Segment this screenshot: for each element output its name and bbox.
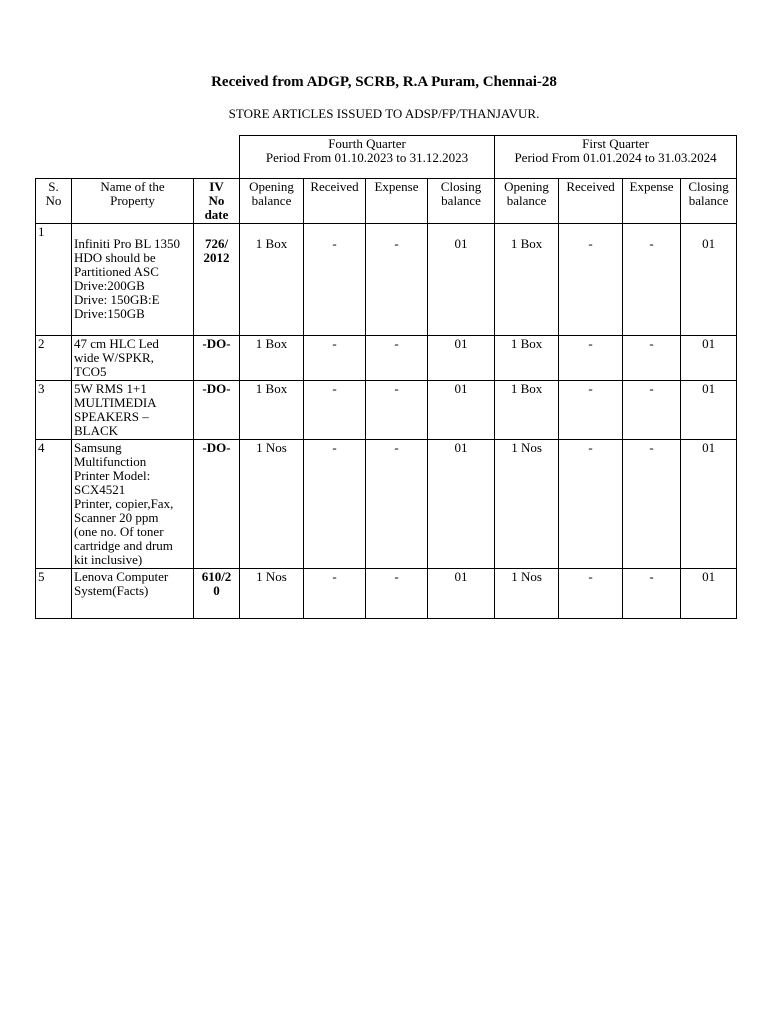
header-q4-closing: Closing balance [428, 179, 495, 224]
header-name: Name of the Property [72, 179, 194, 224]
cell-q4-opening: 1 Nos [240, 440, 304, 569]
cell-q1-opening: 1 Box [495, 381, 559, 440]
table-row [36, 224, 737, 336]
cell-q4-closing: 01 [428, 381, 495, 440]
header-q1-closing: Closing balance [681, 179, 737, 224]
cell-text: - [649, 236, 654, 251]
quarter-period: Period From 01.10.2023 to 31.12.2023 [265, 150, 469, 165]
cell-q4-opening: 1 Box [240, 336, 304, 381]
quarter-period: Period From 01.01.2024 to 31.03.2024 [514, 150, 717, 165]
cell-sno: 5 [36, 569, 72, 619]
cell-q4-opening: 1 Nos [240, 569, 304, 619]
cell-text: - [332, 236, 337, 251]
document-subtitle: STORE ARTICLES ISSUED TO ADSP/FP/THANJAVUR. [228, 106, 540, 121]
cell-sno: 4 [36, 440, 72, 569]
first-quarter-header [495, 136, 737, 179]
header-q1-expense: Expense [623, 179, 681, 224]
cell-q1-closing [681, 224, 737, 336]
cell-q4-closing [428, 224, 495, 336]
cell-q4-received: - [304, 569, 366, 619]
cell-name: 47 cm HLC Led wide W/SPKR, TCO5 [72, 336, 194, 381]
cell-q1-expense [623, 224, 681, 336]
cell-q4-received: - [304, 440, 366, 569]
cell-iv [194, 224, 240, 336]
header-sno: S. No [36, 179, 72, 224]
cell-q4-received [304, 224, 366, 336]
header-q4-received: Received [304, 179, 366, 224]
cell-iv: -DO- [194, 440, 240, 569]
quarter-name: First Quarter [582, 136, 649, 151]
cell-q1-received: - [559, 381, 623, 440]
table-row [36, 440, 737, 569]
header-blank-cell [36, 136, 240, 179]
cell-q1-opening: 1 Nos [495, 569, 559, 619]
table-row [36, 336, 737, 381]
cell-text: 1 Box [255, 236, 288, 251]
cell-q1-received [559, 224, 623, 336]
cell-q4-closing: 01 [428, 440, 495, 569]
cell-q4-expense: - [366, 440, 428, 569]
cell-q1-opening: 1 Nos [495, 440, 559, 569]
cell-sno: 2 [36, 336, 72, 381]
header-q4-opening: Opening balance [240, 179, 304, 224]
cell-iv: 610/2 0 [194, 569, 240, 619]
header-q1-opening: Opening balance [495, 179, 559, 224]
cell-q1-closing: 01 [681, 381, 737, 440]
quarter-header-row [36, 136, 737, 179]
cell-q1-expense: - [623, 569, 681, 619]
cell-q4-opening: 1 Box [240, 381, 304, 440]
cell-q1-received: - [559, 336, 623, 381]
cell-q1-expense: - [623, 440, 681, 569]
header-iv: IV No date [194, 179, 240, 224]
cell-q1-closing: 01 [681, 569, 737, 619]
table-row [36, 381, 737, 440]
cell-q1-expense: - [623, 381, 681, 440]
cell-q4-closing: 01 [428, 569, 495, 619]
cell-q4-expense [366, 224, 428, 336]
column-header-row [36, 179, 737, 224]
cell-q1-received: - [559, 569, 623, 619]
cell-text: - [394, 236, 399, 251]
cell-iv: -DO- [194, 381, 240, 440]
cell-name: Samsung Multifunction Printer Model: SCX4521 Printer, copier,Fax, Scanner 20 ppm (one no. Of toner cartridge and drum kit inclusive) [72, 440, 194, 569]
cell-name [72, 224, 194, 336]
cell-q4-expense: - [366, 381, 428, 440]
cell-iv-text: 726/ 2012 [203, 236, 230, 265]
cell-q4-expense: - [366, 569, 428, 619]
cell-q1-received: - [559, 440, 623, 569]
quarter-name: Fourth Quarter [328, 136, 406, 151]
document-title: Received from ADGP, SCRB, R.A Puram, Chennai-28 [211, 74, 557, 90]
cell-q4-received: - [304, 381, 366, 440]
cell-q4-closing: 01 [428, 336, 495, 381]
cell-text: 1 Box [510, 236, 543, 251]
cell-q1-expense: - [623, 336, 681, 381]
cell-q1-closing: 01 [681, 336, 737, 381]
cell-sno: 3 [36, 381, 72, 440]
cell-q4-received: - [304, 336, 366, 381]
cell-name: 5W RMS 1+1 MULTIMEDIA SPEAKERS – BLACK [72, 381, 194, 440]
fourth-quarter-header [240, 136, 495, 179]
cell-name: Lenova Computer System(Facts) [72, 569, 194, 619]
cell-text: 01 [702, 236, 716, 251]
store-articles-table [35, 135, 737, 619]
cell-q1-opening: 1 Box [495, 336, 559, 381]
header-q1-received: Received [559, 179, 623, 224]
cell-q1-closing: 01 [681, 440, 737, 569]
cell-text: 01 [454, 236, 468, 251]
cell-sno: 1 [36, 224, 72, 336]
cell-q1-opening [495, 224, 559, 336]
cell-q4-expense: - [366, 336, 428, 381]
cell-q4-opening [240, 224, 304, 336]
cell-text: - [588, 236, 593, 251]
cell-iv: -DO- [194, 336, 240, 381]
header-q4-expense: Expense [366, 179, 428, 224]
table-row [36, 569, 737, 619]
cell-name-text: Infiniti Pro BL 1350 HDO should be Partitioned ASC Drive:200GB Drive: 150GB:E Drive:150GB [74, 236, 181, 321]
